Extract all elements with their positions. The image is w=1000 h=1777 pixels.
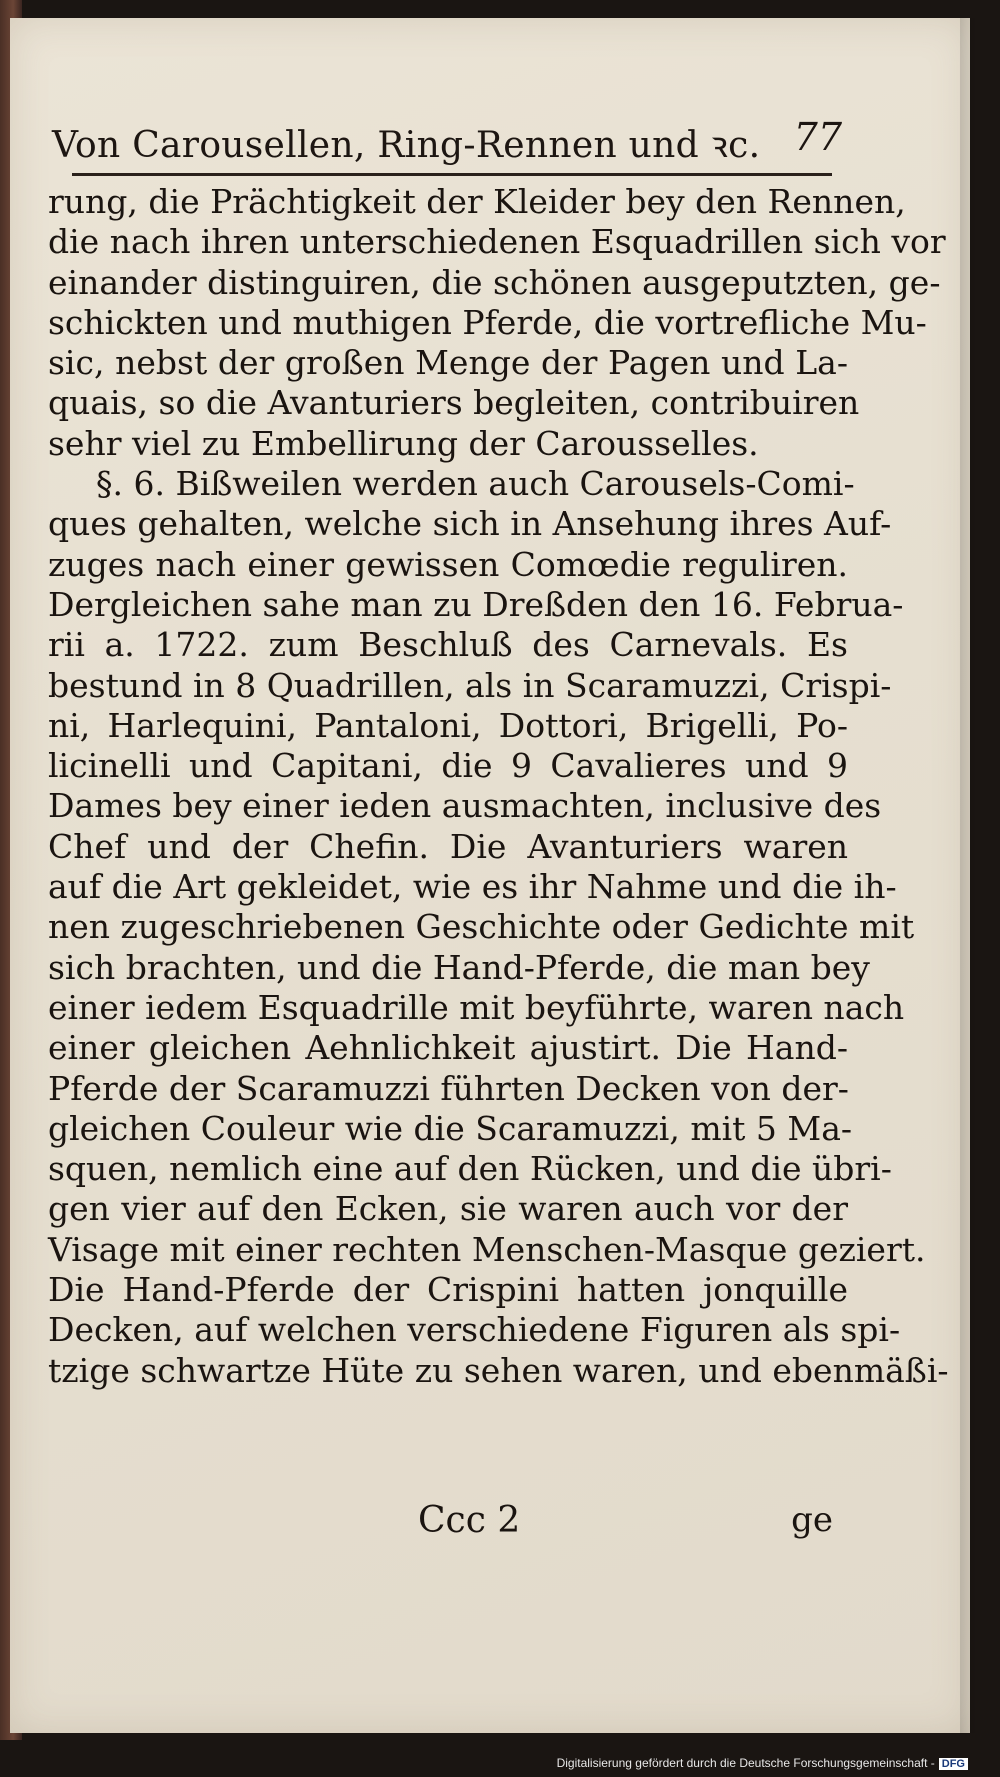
- text-line: Die Hand-Pferde der Crispini hatten jonquille: [48, 1270, 848, 1310]
- text-line: sic, nebst der großen Menge der Pagen und La-: [48, 343, 848, 383]
- text-line: bestund in 8 Quadrillen, als in Scaramuzzi, Crispi-: [48, 665, 892, 705]
- text-line: gleichen Couleur wie die Scaramuzzi, mit 5 Ma-: [48, 1108, 853, 1148]
- body-text: [48, 182, 949, 1391]
- text-line: auf die Art gekleidet, wie es ihr Nahme und die ih-: [48, 867, 897, 907]
- text-line: die nach ihren unterschiedenen Esquadrillen sich vor: [48, 222, 946, 262]
- text-line: Chef und der Chefin. Die Avanturiers waren: [48, 826, 848, 866]
- text-line: squen, nemlich eine auf den Rücken, und die übri-: [48, 1149, 892, 1189]
- text-line: Dergleichen sahe man zu Dreßden den 16. Februa-: [48, 584, 904, 624]
- header-rule: [72, 173, 832, 176]
- text-line: einer iedem Esquadrille mit beyführte, waren nach: [48, 987, 905, 1027]
- signature-mark: Ccc 2: [418, 1500, 521, 1541]
- text-line: nen zugeschriebenen Geschichte oder Gedichte mit: [48, 907, 915, 947]
- text-line: rung, die Prächtigkeit der Kleider bey den Rennen,: [48, 182, 906, 221]
- funding-note: [557, 1756, 968, 1770]
- text-line: quais, so die Avanturiers begleiten, contribuiren: [48, 383, 860, 423]
- text-line: ni, Harlequini, Pantaloni, Dottori, Brigelli, Po-: [48, 705, 848, 745]
- text-line: einer gleichen Aehnlichkeit ajustirt. Die Hand-: [48, 1028, 848, 1068]
- running-title: Von Carousellen, Ring-Rennen und ꝛc.: [52, 125, 761, 166]
- text-line: ques gehalten, welche sich in Ansehung ihres Auf-: [48, 504, 892, 544]
- text-line: schickten und muthigen Pferde, die vortrefliche Mu-: [48, 302, 927, 342]
- funding-note-text: Digitalisierung gefördert durch die Deutsche Forschungsgemeinschaft -: [556, 1756, 935, 1770]
- text-line: Pferde der Scaramuzzi führten Decken von der-: [48, 1068, 849, 1108]
- text-line: zuges nach einer gewissen Comœdie reguliren.: [48, 544, 848, 584]
- text-line: gen vier auf den Ecken, sie waren auch vor der: [48, 1189, 848, 1229]
- catchword: ge: [791, 1500, 833, 1540]
- text-line: rii a. 1722. zum Beschluß des Carnevals. Es: [48, 625, 848, 665]
- text-line: sich brachten, und die Hand-Pferde, die man bey: [48, 947, 870, 987]
- dfg-logo: DFG: [939, 1758, 968, 1770]
- text-line: Dames bey einer ieden ausmachten, inclusive des: [48, 786, 882, 826]
- page-header: [52, 105, 842, 175]
- section-start-line: §. 6. Bißweilen werden auch Carousels-Comi-: [96, 464, 855, 504]
- text-line: tzige schwartze Hüte zu sehen waren, und ebenmäßi-: [48, 1350, 949, 1390]
- text-line: sehr viel zu Embellirung der Carousselles.: [48, 423, 759, 463]
- page-footer-line: [48, 1500, 833, 1550]
- text-line: licinelli und Capitani, die 9 Cavalieres und 9: [48, 746, 848, 786]
- page-number: 77: [793, 115, 842, 159]
- text-line: einander distinguiren, die schönen ausgeputzten, ge-: [48, 262, 941, 302]
- text-line: Visage mit einer rechten Menschen-Masque geziert.: [48, 1229, 926, 1269]
- page-edge-shadow: [960, 18, 978, 1733]
- text-line: Decken, auf welchen verschiedene Figuren als spi-: [48, 1310, 901, 1350]
